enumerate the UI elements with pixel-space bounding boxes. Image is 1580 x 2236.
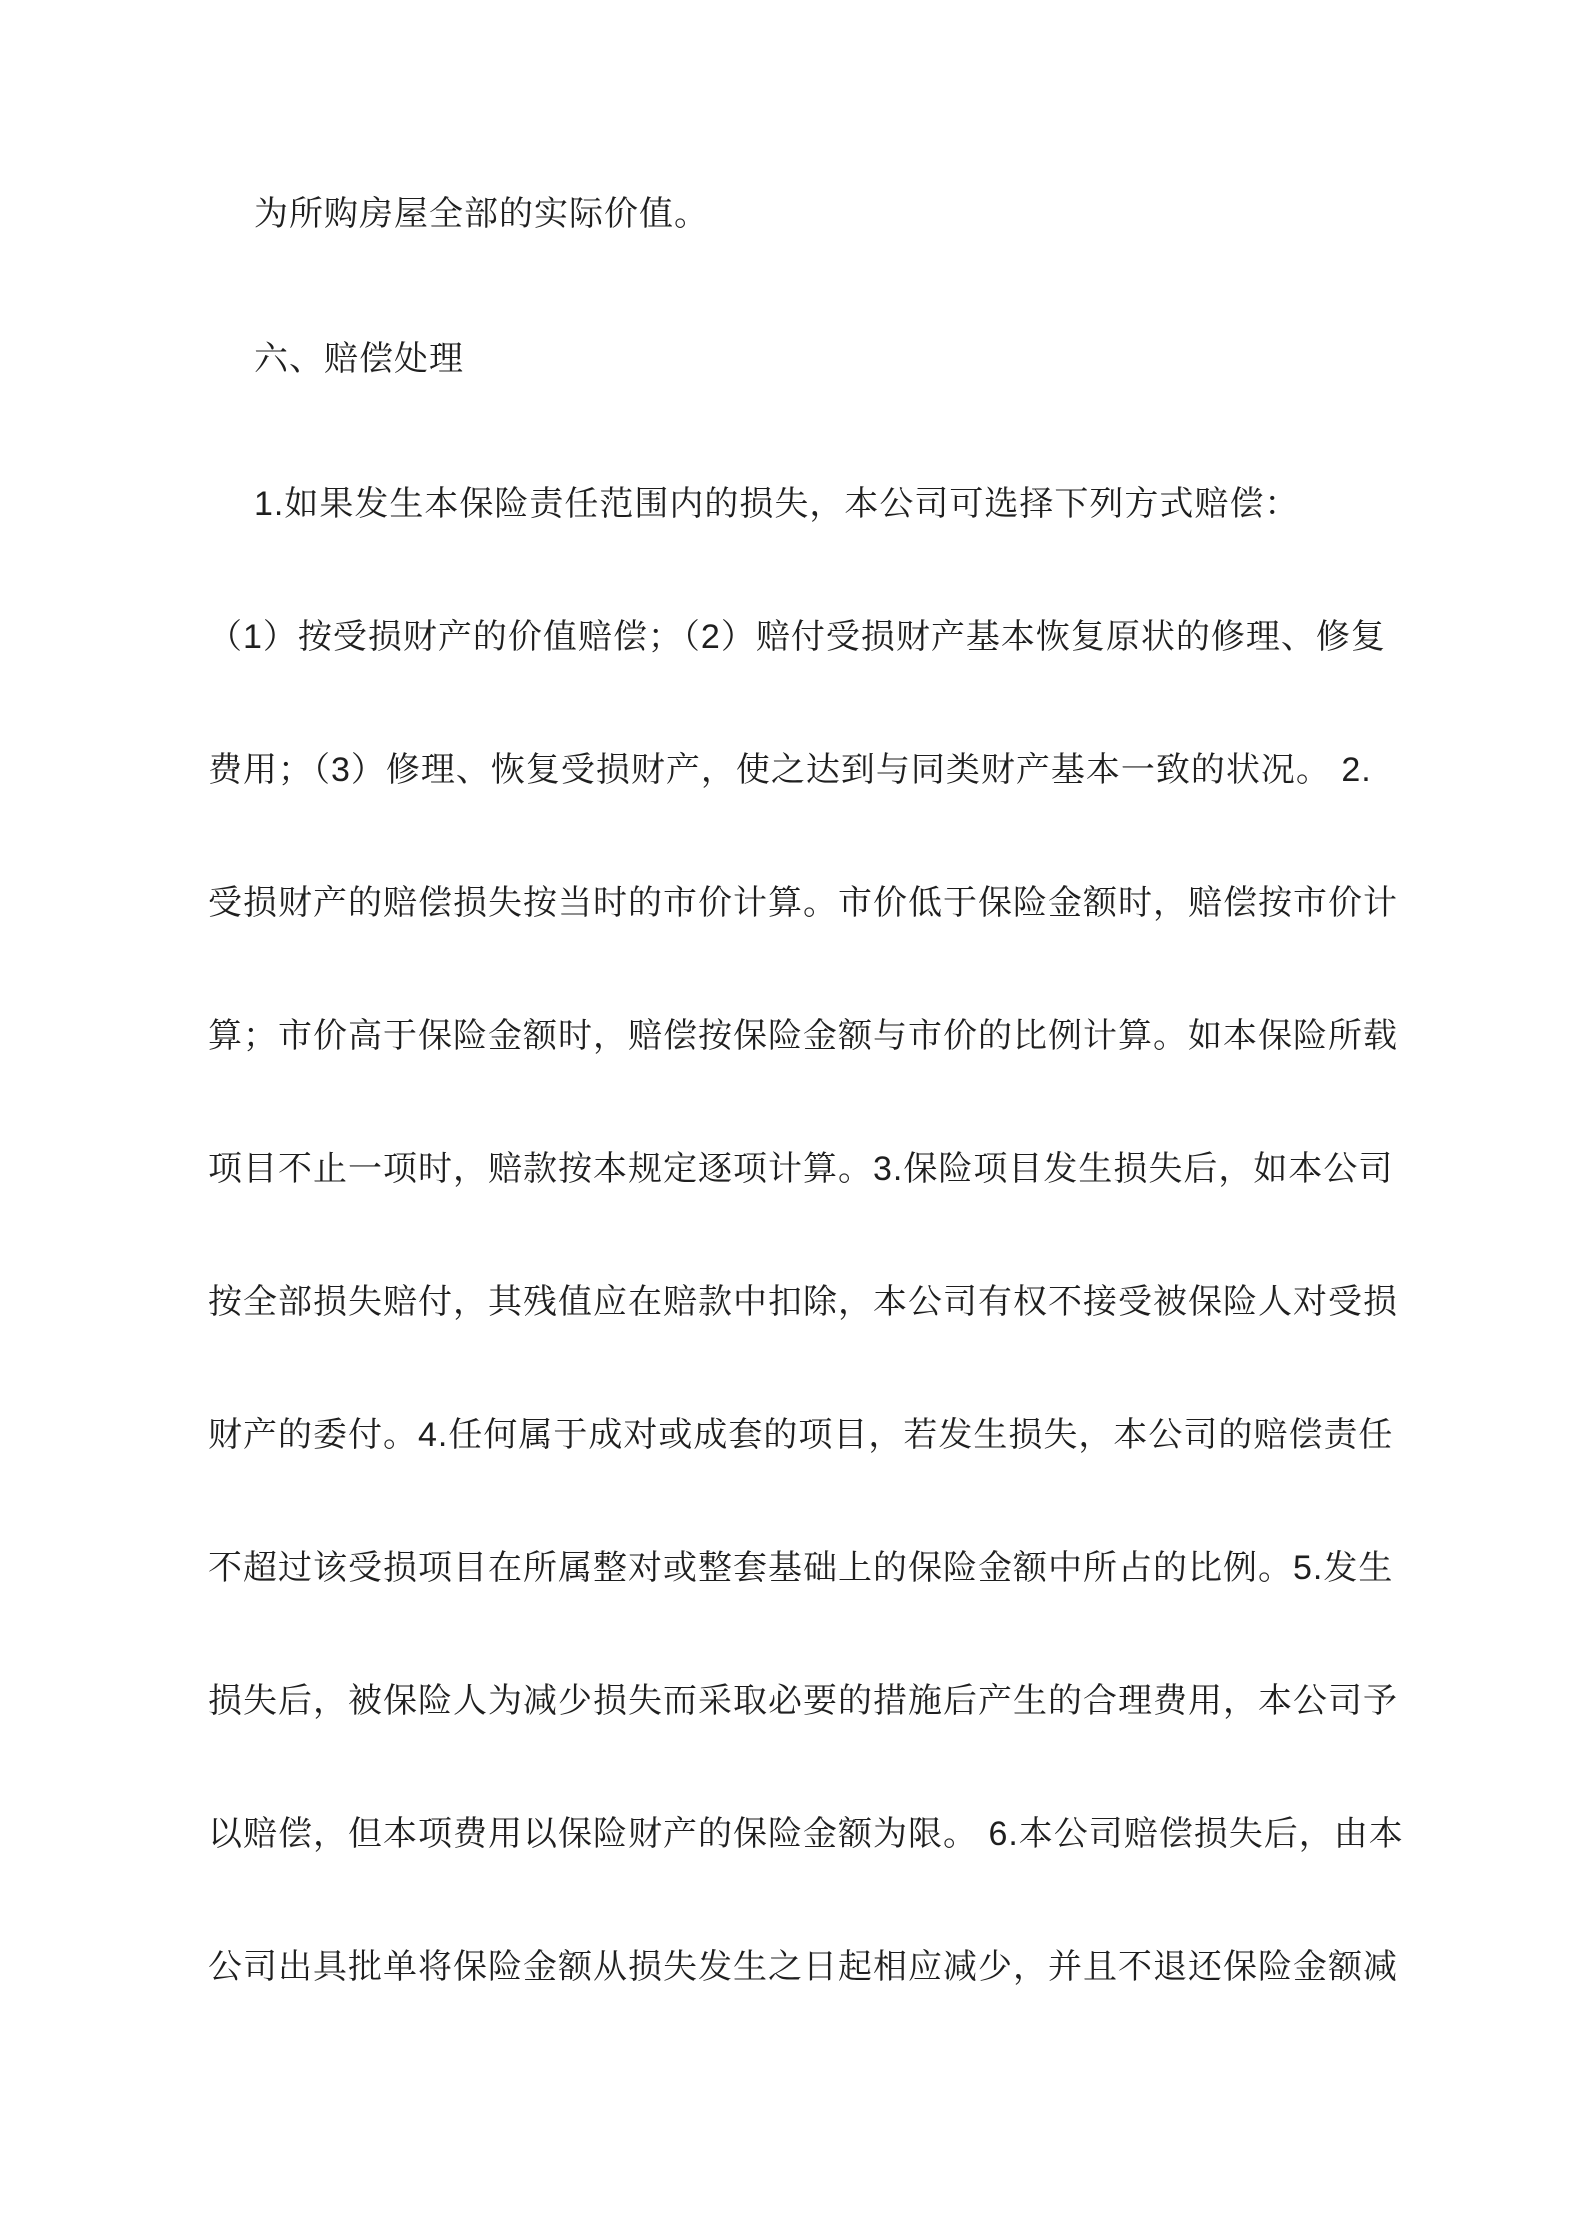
- text-line: 以赔偿，但本项费用以保险财产的保险金额为限。 6.本公司赔偿损失后，由本: [208, 1815, 1404, 1853]
- text-line: 按全部损失赔付，其残值应在赔款中扣除，本公司有权不接受被保险人对受损: [208, 1283, 1398, 1321]
- text-line: 费用；（3）修理、恢复受损财产，使之达到与同类财产基本一致的状况。 2.: [208, 751, 1372, 789]
- paragraph-body: [208, 571, 1404, 2034]
- text-line: 受损财产的赔偿损失按当时的市价计算。市价低于保险金额时，赔偿按市价计: [208, 884, 1398, 922]
- text-line: 财产的委付。4.任何属于成对或成套的项目，若发生损失，本公司的赔偿责任: [208, 1416, 1394, 1454]
- text-line: 损失后，被保险人为减少损失而采取必要的措施后产生的合理费用，本公司予: [208, 1682, 1398, 1720]
- text-line: 算；市价高于保险金额时，赔偿按保险金额与市价的比例计算。如本保险所载: [208, 1017, 1398, 1055]
- intro-line: 为所购房屋全部的实际价值。: [254, 195, 709, 233]
- section-heading: 六、赔偿处理: [254, 340, 464, 378]
- text-line: 项目不止一项时，赔款按本规定逐项计算。3.保险项目发生损失后，如本公司: [208, 1150, 1394, 1188]
- text-line: 公司出具批单将保险金额从损失发生之日起相应减少，并且不退还保险金额减: [208, 1948, 1398, 1986]
- text-line: （1）按受损财产的价值赔偿；（2）赔付受损财产基本恢复原状的修理、修复: [208, 618, 1386, 656]
- text-line: 不超过该受损项目在所属整对或整套基础上的保险金额中所占的比例。5.发生: [208, 1549, 1394, 1587]
- paragraph-lead-line: 1.如果发生本保险责任范围内的损失，本公司可选择下列方式赔偿：: [254, 485, 1300, 523]
